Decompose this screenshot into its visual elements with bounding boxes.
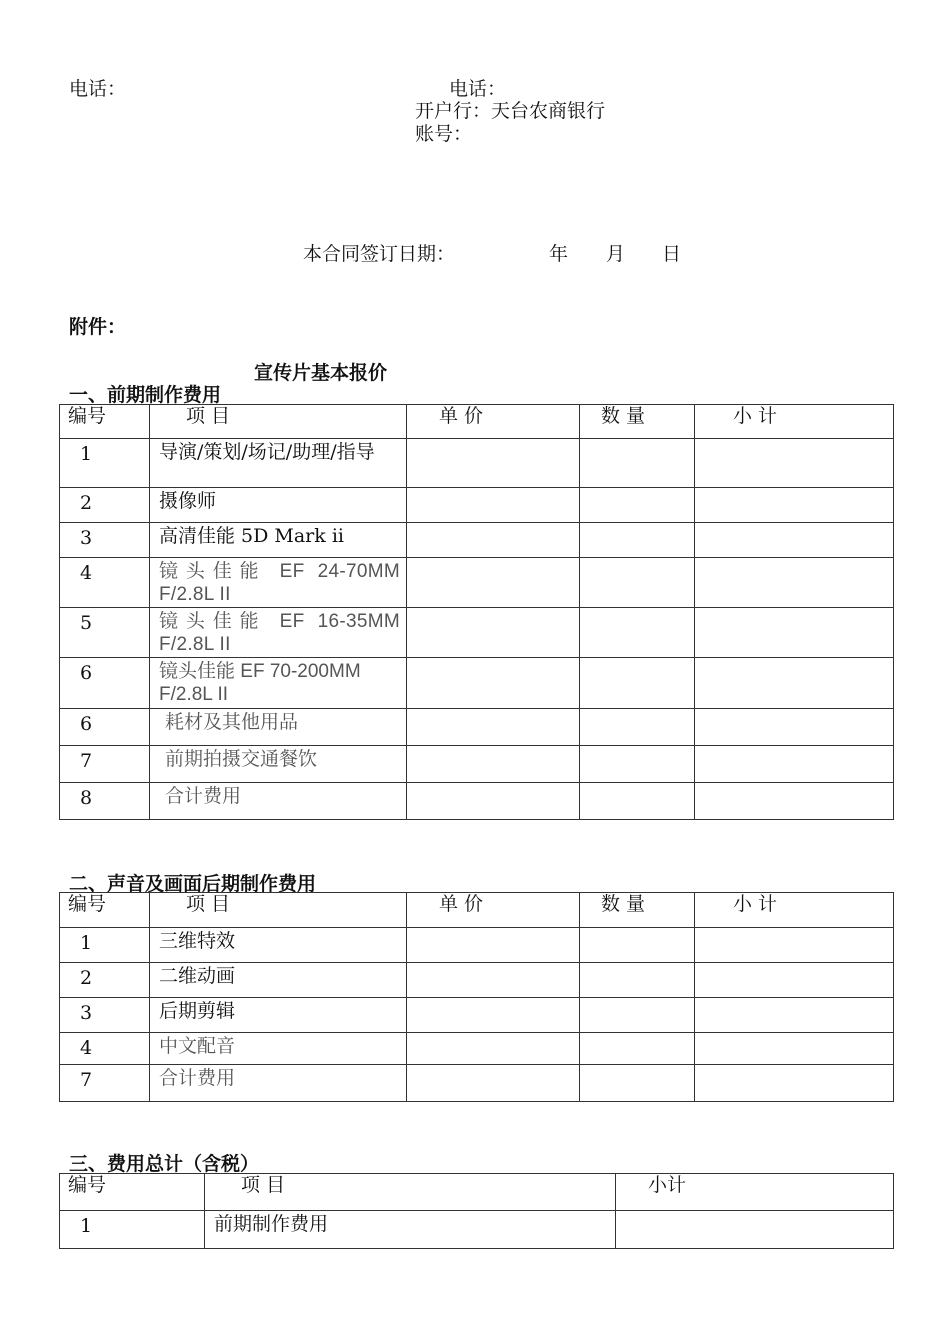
row-item: 前期制作费用 <box>205 1211 616 1249</box>
row-item: 中文配音 <box>150 1033 407 1065</box>
price-cell <box>407 783 580 820</box>
subtotal-cell <box>695 439 894 488</box>
row-number: 4 <box>60 1033 150 1065</box>
price-cell <box>407 998 580 1033</box>
subtotal-cell <box>695 658 894 709</box>
qty-cell <box>580 709 695 746</box>
section1-table <box>59 404 894 820</box>
qty-cell <box>580 963 695 998</box>
qty-cell <box>580 558 695 608</box>
price-cell <box>407 608 580 658</box>
qty-cell <box>580 1065 695 1102</box>
table-row <box>60 963 894 998</box>
table-row <box>60 658 894 709</box>
row-item: 前期拍摄交通餐饮 <box>150 746 407 783</box>
row-item: 镜头佳能 EF 16-35MM F/2.8L II <box>150 608 407 658</box>
signing-date-label: 本合同签订日期： <box>303 243 456 265</box>
qty-cell <box>580 998 695 1033</box>
col-header-price: 单 价 <box>407 893 580 928</box>
row-item: 镜头佳能 EF 24-70MM F/2.8L II <box>150 558 407 608</box>
row-item: 耗材及其他用品 <box>150 709 407 746</box>
subtotal-cell <box>695 1065 894 1102</box>
price-cell <box>407 558 580 608</box>
qty-cell <box>580 783 695 820</box>
row-number: 6 <box>60 709 150 746</box>
table-row <box>60 928 894 963</box>
subtotal-cell <box>695 746 894 783</box>
row-number: 1 <box>60 439 150 488</box>
section2-title: 二、声音及画面后期制作费用 <box>69 873 317 895</box>
subtotal-cell <box>695 488 894 523</box>
table-row <box>60 608 894 658</box>
table-row <box>60 523 894 558</box>
col-header-qty: 数 量 <box>580 405 695 439</box>
subtotal-cell <box>695 523 894 558</box>
table-row <box>60 746 894 783</box>
col-header-item: 项 目 <box>150 893 407 928</box>
table-row <box>60 709 894 746</box>
qty-cell <box>580 439 695 488</box>
section3-table <box>59 1173 894 1249</box>
price-cell <box>407 1065 580 1102</box>
signing-year: 年 <box>549 243 569 265</box>
row-number: 7 <box>60 746 150 783</box>
table-row <box>60 439 894 488</box>
row-number: 2 <box>60 963 150 998</box>
row-number: 6 <box>60 658 150 709</box>
account-label: 账号： <box>415 123 473 145</box>
row-item: 后期剪辑 <box>150 998 407 1033</box>
table-row <box>60 998 894 1033</box>
qty-cell <box>580 928 695 963</box>
table-header-row <box>60 1174 894 1211</box>
qty-cell <box>580 488 695 523</box>
row-number: 3 <box>60 998 150 1033</box>
col-header-no: 编号 <box>60 405 150 439</box>
section1-title: 一、前期制作费用 <box>69 384 222 406</box>
col-header-no: 编号 <box>60 1174 205 1211</box>
price-cell <box>407 928 580 963</box>
col-header-subtotal: 小 计 <box>695 893 894 928</box>
qty-cell <box>580 658 695 709</box>
table-row <box>60 488 894 523</box>
row-number: 8 <box>60 783 150 820</box>
price-cell <box>407 709 580 746</box>
col-header-item: 项 目 <box>150 405 407 439</box>
price-cell <box>407 523 580 558</box>
subtotal-cell <box>695 783 894 820</box>
table-header-row <box>60 893 894 928</box>
row-item: 摄像师 <box>150 488 407 523</box>
row-number: 1 <box>60 928 150 963</box>
table-row <box>60 558 894 608</box>
subtotal-cell <box>695 608 894 658</box>
subtotal-cell <box>695 709 894 746</box>
row-number: 5 <box>60 608 150 658</box>
row-item: 二维动画 <box>150 963 407 998</box>
qty-cell <box>580 1033 695 1065</box>
price-cell <box>407 963 580 998</box>
signing-month: 月 <box>606 243 626 265</box>
section2-table <box>59 892 894 1102</box>
row-number: 4 <box>60 558 150 608</box>
col-header-subtotal: 小计 <box>616 1174 894 1211</box>
col-header-subtotal: 小 计 <box>695 405 894 439</box>
table-row <box>60 1033 894 1065</box>
subtotal-cell <box>616 1211 894 1249</box>
price-cell <box>407 439 580 488</box>
row-item: 三维特效 <box>150 928 407 963</box>
qty-cell <box>580 746 695 783</box>
section3-title: 三、费用总计（含税） <box>69 1153 260 1175</box>
row-item: 导演/策划/场记/助理/指导 <box>150 439 407 488</box>
row-number: 7 <box>60 1065 150 1102</box>
col-header-item: 项 目 <box>205 1174 616 1211</box>
table-header-row <box>60 405 894 439</box>
subtotal-cell <box>695 928 894 963</box>
subtotal-cell <box>695 998 894 1033</box>
price-cell <box>407 746 580 783</box>
row-number: 2 <box>60 488 150 523</box>
row-item: 高清佳能 5D Mark ii <box>150 523 407 558</box>
table-row <box>60 1211 894 1249</box>
price-cell <box>407 488 580 523</box>
left-phone-label: 电话： <box>69 78 127 100</box>
right-phone-label: 电话： <box>449 78 507 100</box>
col-header-no: 编号 <box>60 893 150 928</box>
quote-title: 宣传片基本报价 <box>254 362 388 384</box>
subtotal-cell <box>695 963 894 998</box>
price-cell <box>407 658 580 709</box>
qty-cell <box>580 608 695 658</box>
row-item: 合计费用 <box>150 1065 407 1102</box>
attachment-heading: 附件： <box>69 316 127 338</box>
row-number: 3 <box>60 523 150 558</box>
row-item: 镜头佳能 EF 70-200MM F/2.8L II <box>150 658 407 709</box>
price-cell <box>407 1033 580 1065</box>
table-row <box>60 783 894 820</box>
row-number: 1 <box>60 1211 205 1249</box>
signing-day: 日 <box>662 243 682 265</box>
qty-cell <box>580 523 695 558</box>
table-row <box>60 1065 894 1102</box>
row-item: 合计费用 <box>150 783 407 820</box>
col-header-qty: 数 量 <box>580 893 695 928</box>
subtotal-cell <box>695 558 894 608</box>
subtotal-cell <box>695 1033 894 1065</box>
bank-label: 开户行：天台农商银行 <box>415 100 606 122</box>
col-header-price: 单 价 <box>407 405 580 439</box>
